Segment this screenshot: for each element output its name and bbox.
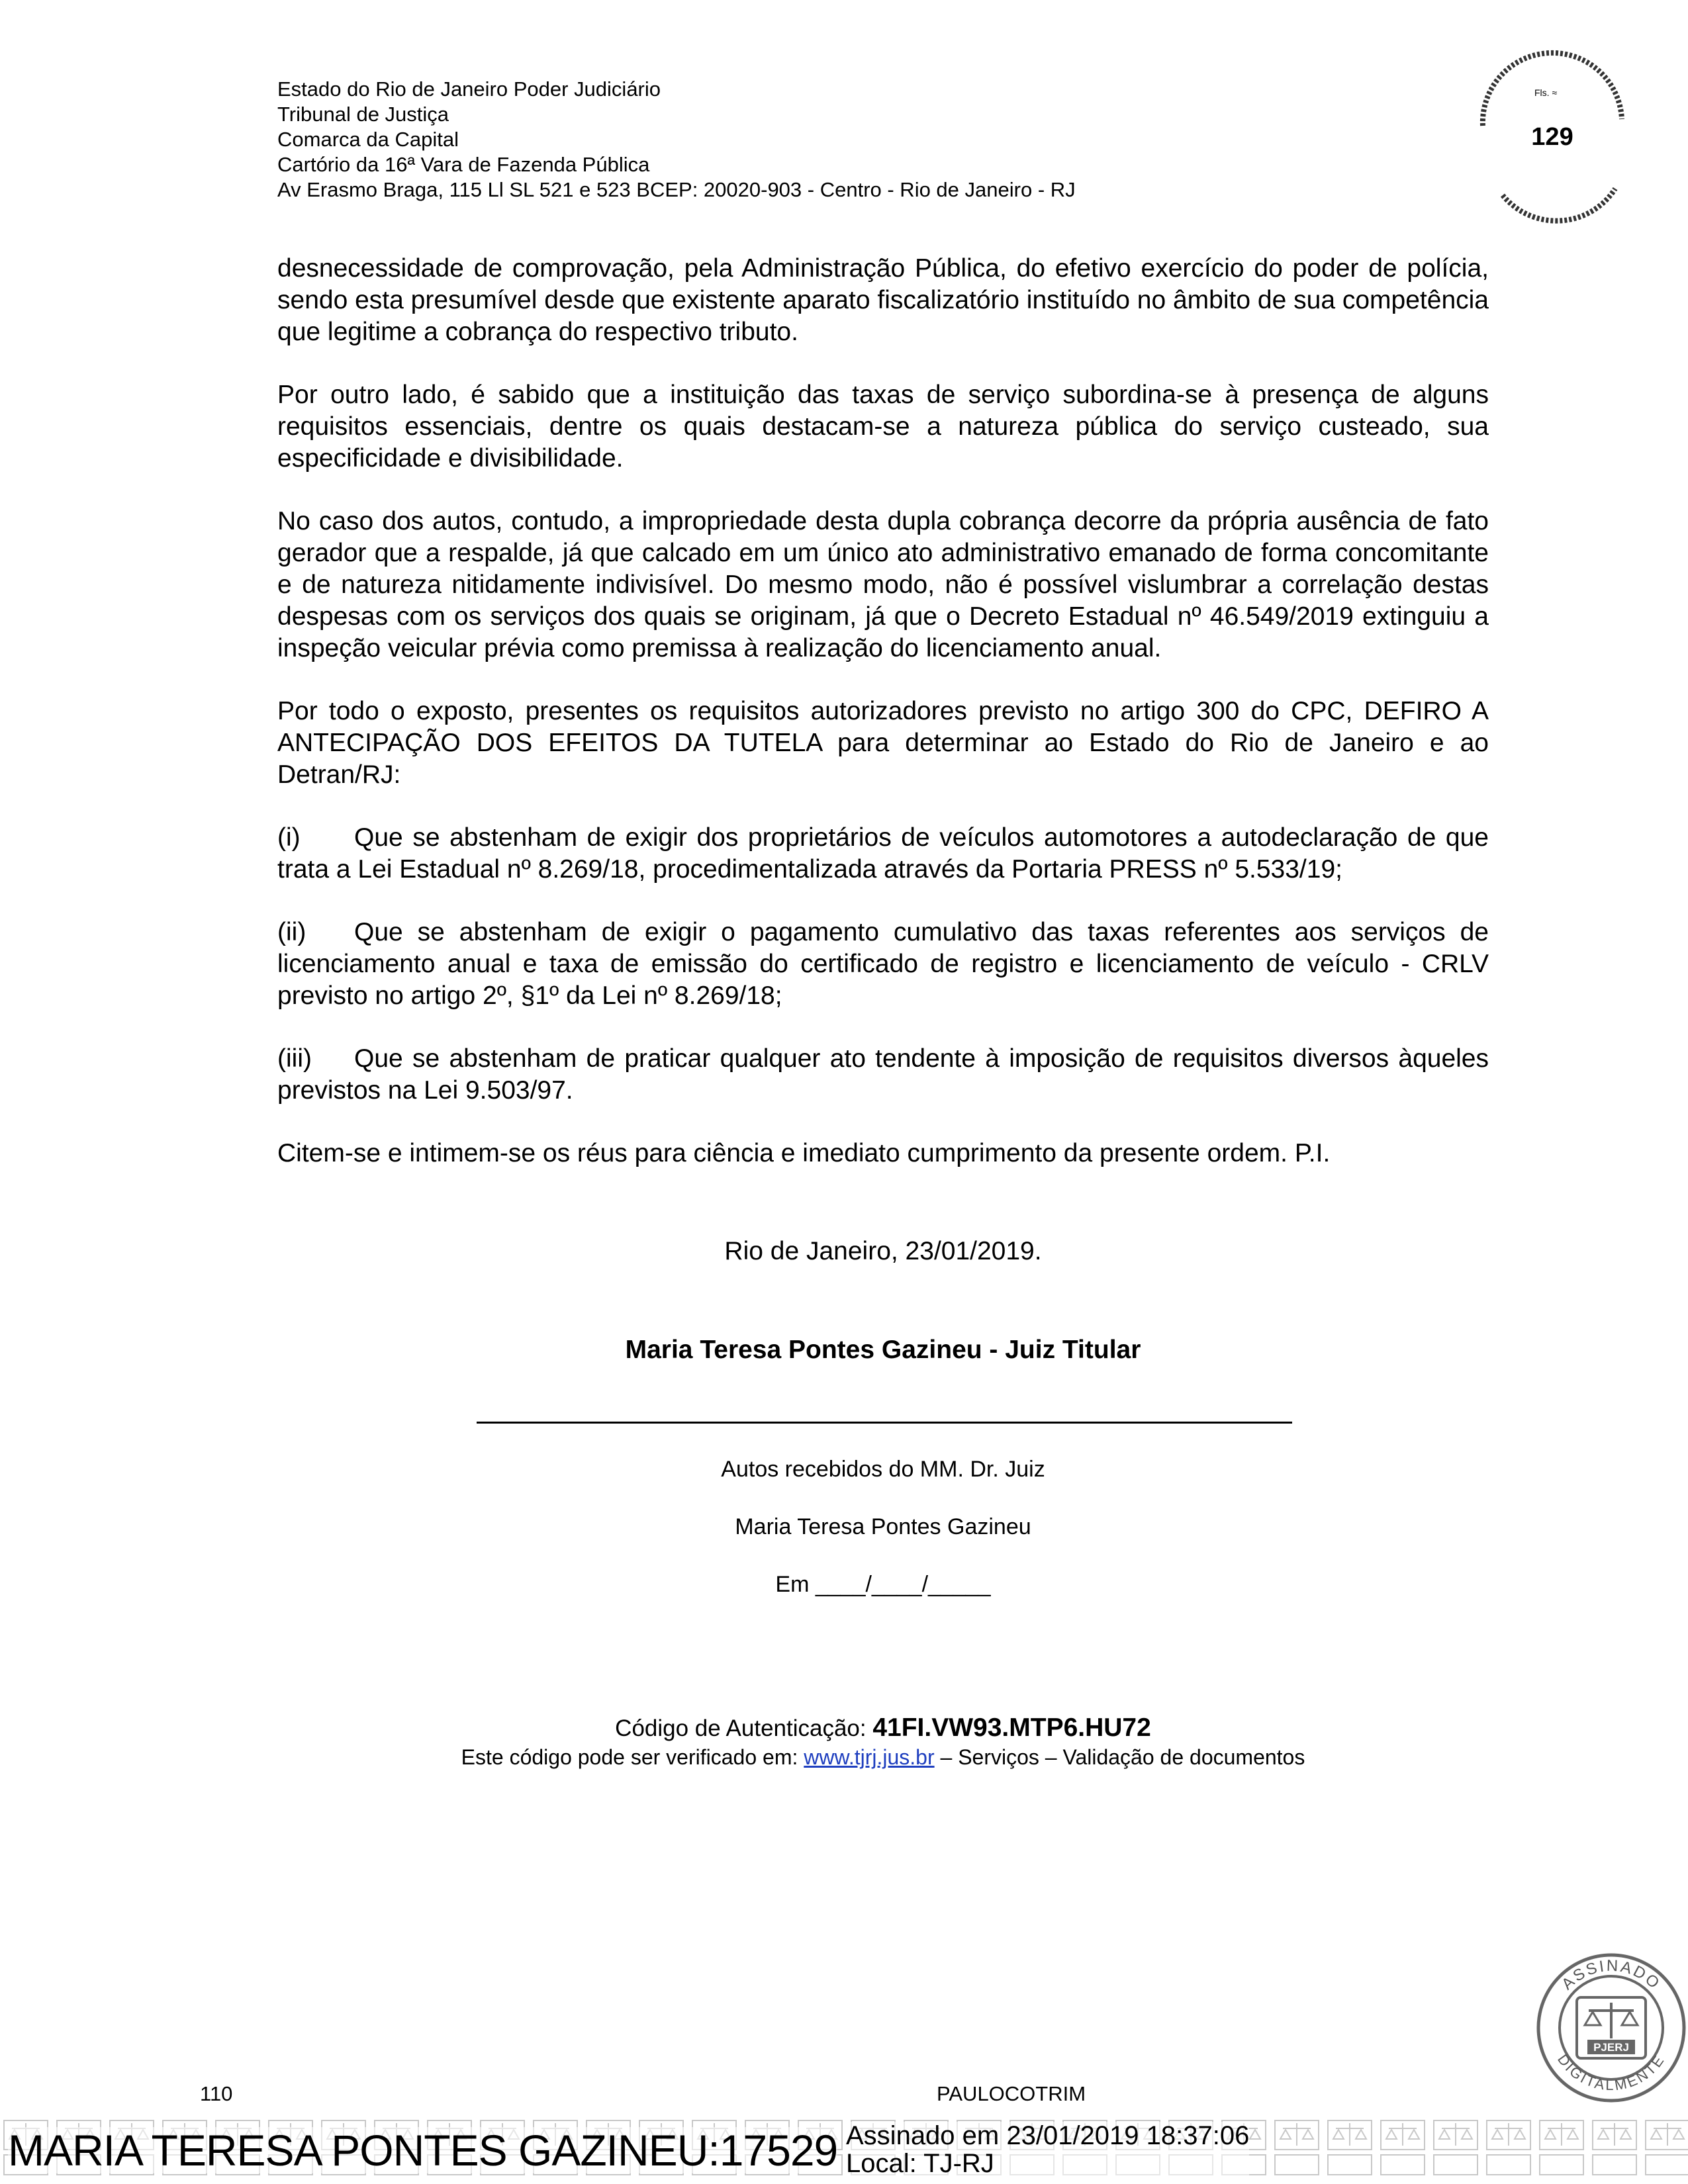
order-item-number: (iii) <box>277 1044 312 1073</box>
footer-user: PAULOCOTRIM <box>937 2082 1086 2105</box>
signer-name: MARIA TERESA PONTES GAZINEU:17529 <box>8 2126 838 2175</box>
auth-label: Código de Autenticação: <box>615 1715 873 1741</box>
header-line-district: Comarca da Capital <box>277 128 459 151</box>
digital-seal <box>1534 1951 1688 2105</box>
receipt-line: Autos recebidos do MM. Dr. Juiz <box>721 1457 1045 1482</box>
signature-details <box>846 2122 1249 2177</box>
order-item-text: Que se abstenham de exigir dos proprietários de veículos automotores a autodeclaração de que trata a Lei Estadual nº 8.269/18, procedimentalizada através da Portaria PRESS nº 5.533/19; <box>277 823 1489 884</box>
receipt-date-blank: Em ____/____/_____ <box>775 1572 991 1597</box>
receipt-judge-name: Maria Teresa Pontes Gazineu <box>735 1514 1031 1539</box>
page-number: 129 <box>1531 123 1573 151</box>
order-item-number: (ii) <box>277 918 306 946</box>
order-item <box>277 1043 1489 1107</box>
paragraph: Por todo o exposto, presentes os requisitos autorizadores previsto no artigo 300 do CPC, DEFIRO A ANTECIPAÇÃO DOS EFEITOS DA TUTELA para determinar ao Estado do Rio de Janeiro e ao Detran/RJ: <box>277 697 1489 789</box>
verify-prefix: Este código pode ser verificado em: <box>461 1745 804 1769</box>
decision-body <box>277 253 1489 1201</box>
header-line-court: Tribunal de Justiça <box>277 103 449 126</box>
seal-inner-text: PJERJ <box>1593 2041 1629 2054</box>
order-item-text: Que se abstenham de praticar qualquer ato tendente à imposição de requisitos diversos àqueles previstos na Lei 9.503/97. <box>277 1044 1489 1105</box>
paragraph: Citem-se e intimem-se os réus para ciência e imediato cumprimento da presente ordem. P.I. <box>277 1139 1331 1167</box>
signed-at: Assinado em 23/01/2019 18:37:06 <box>846 2121 1250 2150</box>
order-item <box>277 822 1489 886</box>
judge-signature-name: Maria Teresa Pontes Gazineu - Juiz Titular <box>625 1336 1141 1364</box>
paragraph: Por outro lado, é sabido que a instituição das taxas de serviço subordina-se à presença de alguns requisitos essenciais, dentre os quais destacam-se a natureza pública do serviço custeado, sua especificidade e divisibilidade. <box>277 381 1489 473</box>
authentication-code <box>277 1714 1489 1743</box>
verification-note <box>277 1745 1489 1770</box>
order-item <box>277 917 1489 1012</box>
order-item-text: Que se abstenham de exigir o pagamento cumulativo das taxas referentes aos serviços de licenciamento anual e taxa de emissão do certificado de registro e licenciamento de veículo - CRLV previsto no artigo 2º, §1º da Lei nº 8.269/18; <box>277 918 1489 1010</box>
seal-bottom-text: DIGITALMENTE <box>1554 2051 1668 2094</box>
page-number-stamp <box>1456 40 1648 232</box>
paragraph: No caso dos autos, contudo, a impropriedade desta dupla cobrança decorre da própria ausência de fato gerador que a respalde, já que calcado em um único ato administrativo emanado de forma concomitante e de natureza nitidamente indivisível. Do mesmo modo, não é possível vislumbrar a correlação destas despesas com os serviços dos quais se originam, já que o Decreto Estadual nº 46.549/2019 extinguiu a inspeção veicular prévia como premissa à realização do licenciamento anual. <box>277 507 1489 662</box>
header-line-address: Av Erasmo Braga, 115 Ll SL 521 e 523 BCEP: 20020-903 - Centro - Rio de Janeiro - RJ <box>277 178 1076 201</box>
header-line-registry: Cartório da 16ª Vara de Fazenda Pública <box>277 153 650 176</box>
signature-rule <box>477 1422 1292 1424</box>
signed-location: Local: TJ-RJ <box>846 2149 994 2178</box>
header-line-state: Estado do Rio de Janeiro Poder Judiciário <box>277 77 661 101</box>
stamp-small-mark: Fls. ≈ <box>1534 87 1558 98</box>
seal-top-text: ASSINADO <box>1558 1956 1664 1994</box>
seal-icon <box>1534 1951 1688 2105</box>
signature-band <box>0 2115 1688 2184</box>
paragraph: desnecessidade de comprovação, pela Administração Pública, do efetivo exercício do poder de polícia, sendo esta presumível desde que existente aparato fiscalizatório instituído no âmbito de sua competência que legitime a cobrança do respectivo tributo. <box>277 254 1489 346</box>
document-header <box>277 77 1237 203</box>
place-date: Rio de Janeiro, 23/01/2019. <box>724 1237 1042 1265</box>
footer-page-number: 110 <box>200 2082 233 2105</box>
verify-suffix: – Serviços – Validação de documentos <box>934 1745 1305 1769</box>
order-item-number: (i) <box>277 823 301 852</box>
verify-link[interactable]: www.tjrj.jus.br <box>804 1745 935 1769</box>
auth-code-value: 41FI.VW93.MTP6.HU72 <box>872 1713 1151 1742</box>
